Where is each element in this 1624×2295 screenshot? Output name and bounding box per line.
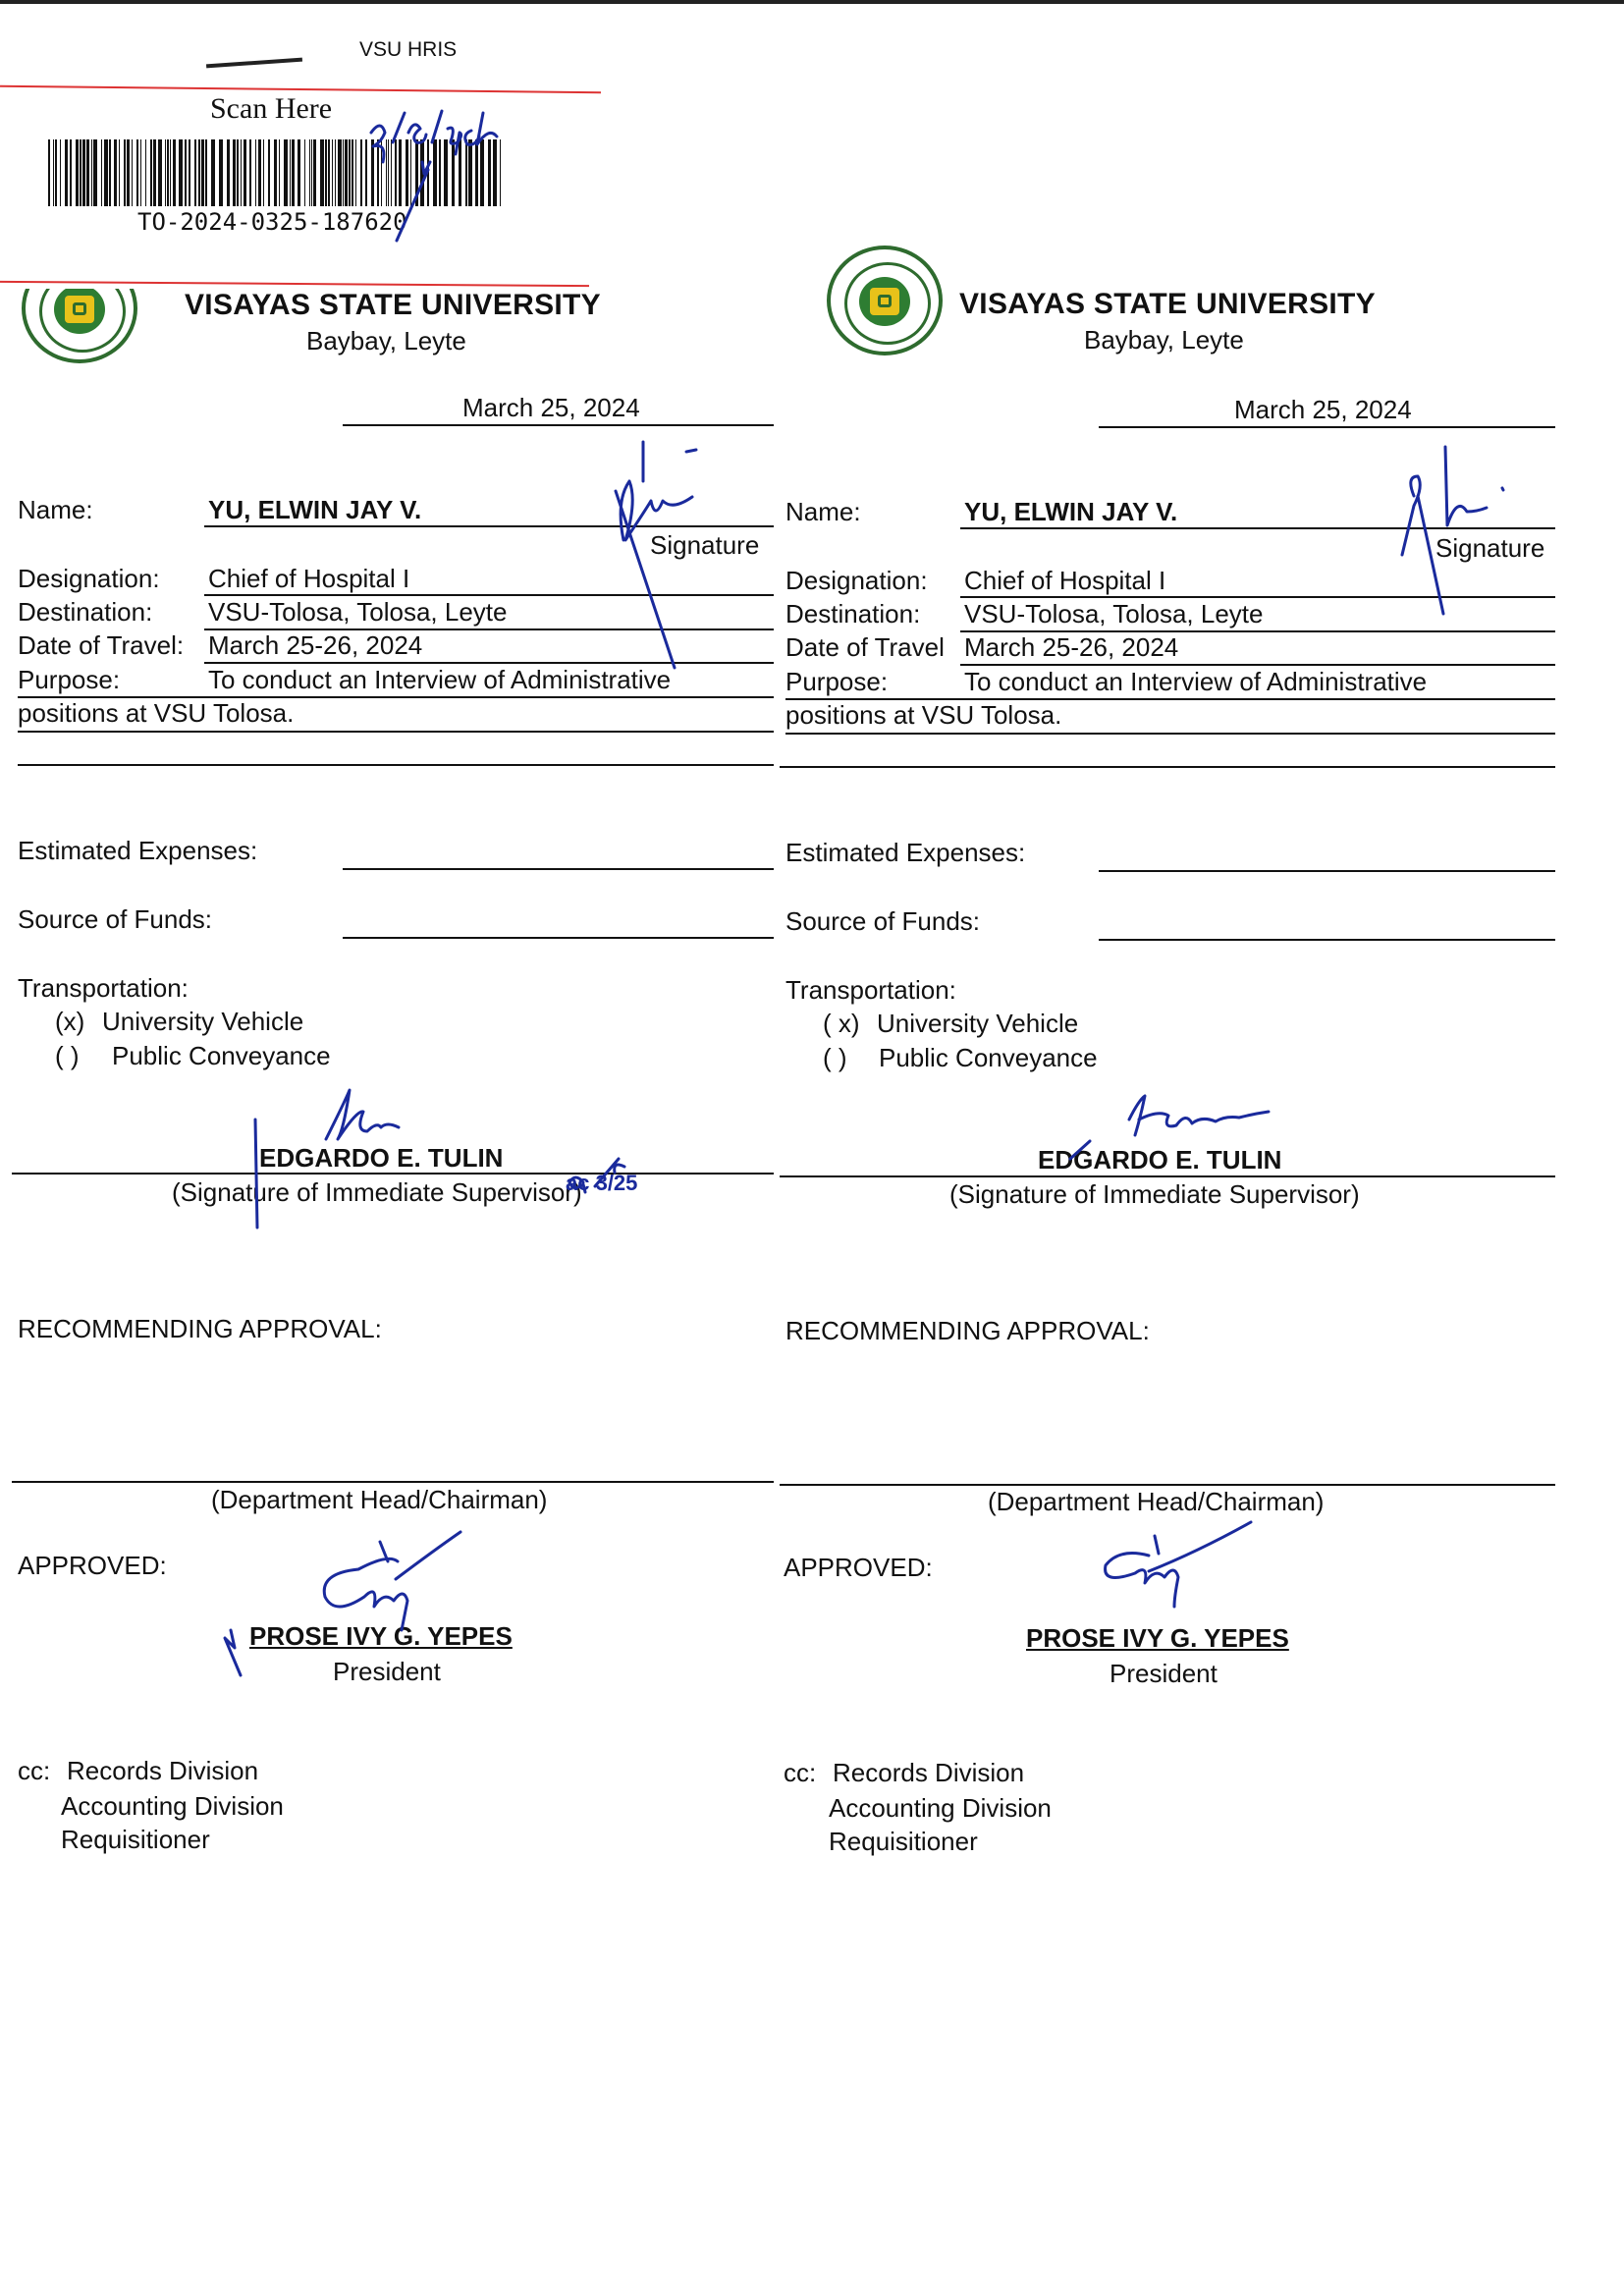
barcode-bar (249, 139, 251, 206)
blank-line (18, 764, 774, 766)
barcode-bar (205, 139, 207, 206)
barcode-bar (170, 139, 171, 206)
designation-value: Chief of Hospital I (208, 564, 410, 593)
designation-label: Designation: (18, 564, 160, 593)
estimated-expenses-label: Estimated Expenses: (785, 838, 1026, 867)
estimated-expenses-label: Estimated Expenses: (18, 836, 258, 865)
system-label: VSU HRIS (359, 38, 458, 61)
barcode-bar (219, 139, 223, 206)
supervisor-caption: (Signature of Immediate Supervisor) (949, 1179, 1360, 1209)
purpose-line1: To conduct an Interview of Administrative (208, 665, 672, 694)
supervisor-name: EDGARDO E. TULIN (259, 1143, 504, 1173)
purpose-line2: positions at VSU Tolosa. (785, 700, 1062, 730)
purpose-line1: To conduct an Interview of Administrative (964, 667, 1428, 696)
cc-item: Accounting Division (61, 1791, 284, 1821)
cc-item: Records Division (67, 1756, 259, 1785)
cc-item: Requisitioner (61, 1825, 210, 1854)
designation-label: Designation: (785, 566, 928, 595)
barcode-bar (70, 139, 72, 206)
supervisor-signature (245, 1080, 638, 1228)
barcode-bar (335, 139, 336, 206)
destination-label: Destination: (18, 597, 153, 627)
estimated-expenses-line (343, 868, 774, 870)
barcode-bar (86, 139, 89, 206)
university-location: Baybay, Leyte (1084, 325, 1244, 355)
barcode-bar (82, 139, 85, 206)
source-of-funds-label: Source of Funds: (785, 906, 980, 936)
president-title: President (1110, 1659, 1218, 1688)
barcode-bar (65, 139, 68, 206)
name-label: Name: (785, 497, 861, 526)
barcode-bar (241, 139, 242, 206)
department-head-line (780, 1484, 1555, 1486)
barcode-bar (124, 139, 126, 206)
cc-item: Accounting Division (829, 1793, 1052, 1823)
barcode-bar (167, 139, 169, 206)
barcode-bar (185, 139, 187, 206)
employee-name: YU, ELWIN JAY V. (208, 495, 422, 524)
barcode-code: TO-2024-0325-187620 (137, 208, 407, 236)
barcode-bar (313, 139, 316, 206)
purpose-label: Purpose: (18, 665, 121, 694)
supervisor-name: EDGARDO E. TULIN (1038, 1145, 1282, 1175)
barcode-bar (150, 139, 152, 206)
barcode-bar (93, 139, 97, 206)
destination-label: Destination: (785, 599, 921, 628)
designation-value: Chief of Hospital I (964, 566, 1166, 595)
university-location: Baybay, Leyte (306, 326, 466, 355)
barcode-bar (104, 139, 108, 206)
president-signature (211, 1542, 506, 1689)
cc-label: cc: (18, 1756, 51, 1785)
department-head-caption: (Department Head/Chairman) (211, 1485, 548, 1514)
barcode-bar (109, 139, 111, 206)
barcode-bar (309, 139, 310, 206)
barcode-bar (325, 139, 327, 206)
transportation-label: Transportation: (785, 975, 956, 1005)
barcode-bar (227, 139, 230, 206)
purpose-line-2 (785, 733, 1555, 735)
date-of-travel-value: March 25-26, 2024 (964, 632, 1179, 662)
estimated-expenses-line (1099, 870, 1555, 872)
barcode-bar (244, 139, 246, 206)
barcode-bar (136, 139, 138, 206)
barcode-bar (60, 139, 61, 206)
university-seal-logo (827, 246, 943, 355)
public-conveyance-label: Public Conveyance (879, 1043, 1098, 1072)
destination-value: VSU-Tolosa, Tolosa, Leyte (208, 597, 508, 627)
barcode-bar (290, 139, 291, 206)
approved-label: APPROVED: (784, 1553, 933, 1582)
barcode-bar (179, 139, 183, 206)
university-vehicle-label: University Vehicle (102, 1007, 304, 1036)
barcode-bar (91, 139, 92, 206)
supervisor-note: ac 3/25 (566, 1171, 638, 1195)
university-title: VISAYAS STATE UNIVERSITY (959, 288, 1376, 320)
barcode-bar (76, 139, 79, 206)
employee-signature (604, 432, 741, 668)
barcode-bar (158, 139, 162, 206)
barcode-bar (258, 139, 261, 206)
barcode-bar (53, 139, 54, 206)
date-of-travel-line (960, 664, 1555, 666)
approved-label: APPROVED: (18, 1551, 167, 1580)
purpose-line2: positions at VSU Tolosa. (18, 698, 295, 728)
staple-mark (206, 58, 302, 69)
barcode-bar (284, 139, 288, 206)
barcode-bar (145, 139, 146, 206)
barcode-bar (132, 139, 133, 206)
barcode-bar (153, 139, 156, 206)
supervisor-caption: (Signature of Immediate Supervisor) (172, 1177, 582, 1207)
barcode-bar (332, 139, 333, 206)
cc-item: Records Division (833, 1758, 1025, 1787)
sticker-bottom-border (0, 281, 589, 287)
signature-label: Signature (1435, 533, 1545, 563)
barcode-bar (114, 139, 117, 206)
barcode-bar (55, 139, 57, 206)
barcode-bar (237, 139, 239, 206)
name-label: Name: (18, 495, 93, 524)
barcode-bar (80, 139, 81, 206)
barcode-bar (360, 139, 362, 206)
barcode-bar (328, 139, 330, 206)
barcode-bar (279, 139, 280, 206)
barcode-bar (274, 139, 277, 206)
barcode-bar (352, 139, 353, 206)
cc-label: cc: (784, 1758, 817, 1787)
purpose-label: Purpose: (785, 667, 889, 696)
public-conveyance-label: Public Conveyance (112, 1041, 331, 1070)
barcode-bar (48, 139, 50, 206)
president-title: President (333, 1657, 441, 1686)
source-of-funds-label: Source of Funds: (18, 904, 212, 934)
order-date: March 25, 2024 (1234, 395, 1412, 424)
president-signature (1090, 1532, 1306, 1640)
barcode-bar (165, 139, 166, 206)
barcode-bar (173, 139, 176, 206)
barcode-bar (263, 139, 264, 206)
destination-value: VSU-Tolosa, Tolosa, Leyte (964, 599, 1264, 628)
barcode-bar (292, 139, 295, 206)
barcode-bar (194, 139, 196, 206)
barcode-bar (101, 139, 102, 206)
barcode-bar (343, 139, 344, 206)
barcode-bar (198, 139, 200, 206)
recommending-approval-label: RECOMMENDING APPROVAL: (785, 1316, 1150, 1345)
department-head-caption: (Department Head/Chairman) (988, 1487, 1325, 1516)
barcode-bar (298, 139, 300, 206)
handwritten-received-note (363, 103, 589, 260)
barcode-bar (189, 139, 190, 206)
barcode-bar (255, 139, 256, 206)
barcode-bar (233, 139, 236, 206)
purpose-line-2 (18, 731, 774, 733)
scan-label: Scan Here (210, 92, 333, 125)
signature-label: Signature (650, 530, 760, 560)
barcode-bar (119, 139, 120, 206)
barcode-bar (268, 139, 270, 206)
source-of-funds-line (1099, 939, 1555, 941)
recommending-approval-label: RECOMMENDING APPROVAL: (18, 1314, 382, 1343)
university-vehicle-checkbox[interactable]: ( x) (823, 1009, 860, 1038)
public-conveyance-checkbox[interactable]: ( ) (55, 1041, 80, 1070)
employee-signature (1394, 437, 1512, 624)
public-conveyance-checkbox[interactable]: ( ) (823, 1043, 847, 1072)
barcode-bar (127, 139, 130, 206)
barcode-bar (349, 139, 351, 206)
department-head-line (12, 1481, 774, 1483)
cc-item: Requisitioner (829, 1827, 978, 1856)
date-of-travel-label: Date of Travel (785, 632, 945, 662)
president-name: PROSE IVY G. YEPES (1026, 1623, 1289, 1653)
transportation-label: Transportation: (18, 973, 189, 1003)
barcode-bar (320, 139, 324, 206)
university-vehicle-checkbox[interactable]: (x) (55, 1007, 85, 1036)
date-line (343, 424, 774, 426)
barcode-bar (345, 139, 348, 206)
university-title: VISAYAS STATE UNIVERSITY (185, 289, 601, 321)
barcode-bar (304, 139, 305, 206)
date-line (1099, 426, 1555, 428)
barcode-bar (140, 139, 141, 206)
blank-line (780, 766, 1555, 768)
barcode-bar (211, 139, 215, 206)
barcode-bar (311, 139, 312, 206)
barcode-bar (201, 139, 204, 206)
order-date: March 25, 2024 (462, 393, 640, 422)
supervisor-signature (1051, 1090, 1306, 1178)
employee-name: YU, ELWIN JAY V. (964, 497, 1178, 526)
president-name: PROSE IVY G. YEPES (249, 1621, 513, 1651)
university-vehicle-label: University Vehicle (877, 1009, 1079, 1038)
barcode-bar (338, 139, 342, 206)
source-of-funds-line (343, 937, 774, 939)
date-of-travel-value: March 25-26, 2024 (208, 630, 423, 660)
date-of-travel-label: Date of Travel: (18, 630, 185, 660)
barcode-bar (355, 139, 356, 206)
